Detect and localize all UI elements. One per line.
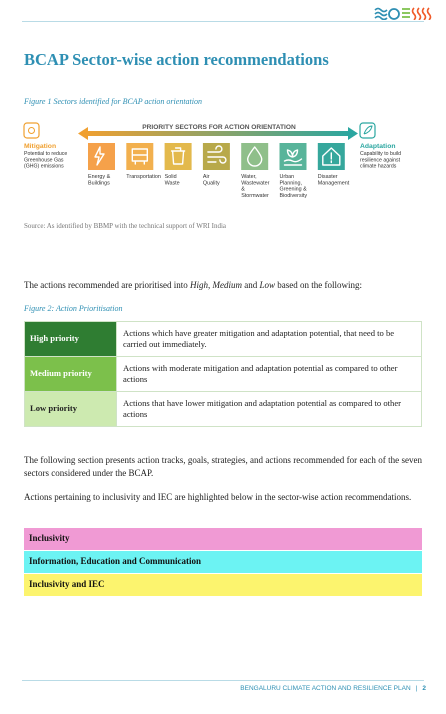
sector-label-line: Energy & — [88, 174, 111, 180]
logo — [374, 6, 432, 20]
sections-paragraph: The following section presents action tracks, goals, strategies, and actions recommended for each of the seven sectors considered under the BCAP. — [24, 455, 422, 478]
mitigation-desc-line: (GHG) emissions — [24, 163, 64, 170]
highlight-inclusivity-iec: Inclusivity and IEC — [24, 574, 422, 596]
sector-label-line: Management — [317, 180, 350, 187]
adaptation-title: Adaptation — [360, 143, 396, 150]
sector-label-line: & — [241, 186, 245, 193]
sector-tile — [241, 143, 269, 199]
sector-label-line: Solid — [164, 174, 177, 180]
highlights-paragraph: Actions pertaining to inclusivity and IEC are highlighted below in the sector-wise action recommendations. — [24, 492, 412, 502]
footer-divider — [22, 680, 424, 681]
sector-label-line: Greening & — [279, 186, 307, 193]
adaptation-desc-line: resilience against — [360, 157, 401, 164]
header-divider — [22, 21, 424, 22]
sector-tile — [318, 143, 350, 186]
high-priority-label: High priority — [25, 322, 117, 357]
table-row-medium — [25, 357, 422, 392]
figure1-caption: Figure 1 Sectors identified for BCAP action orientation — [24, 97, 202, 106]
mitigation-desc-line: Potential to reduce — [24, 151, 68, 157]
adaptation-block — [360, 123, 401, 170]
mitigation-desc-line: Greenhouse Gas — [24, 157, 64, 164]
mitigation-title: Mitigation — [24, 143, 57, 150]
sector-tile-bg — [165, 143, 192, 170]
high-priority-desc: Actions which have greater mitigation and adaptation potential, that need to be carried out immediately. — [117, 322, 422, 357]
arrow-right-head — [348, 127, 358, 140]
footer-separator: | — [415, 685, 418, 692]
adaptation-desc-line: Capability to build — [360, 151, 401, 157]
banner-label: PRIORITY SECTORS FOR ACTION ORIENTATION — [142, 124, 296, 131]
sector-label-line: Transportation — [126, 174, 161, 180]
intro-paragraph: The actions recommended are prioritised into High, Medium and Low based on the following: — [24, 280, 362, 290]
sector-label-line: Quality — [202, 180, 220, 187]
mitigation-block — [24, 123, 67, 170]
arrow-left-head — [78, 127, 88, 140]
sector-tile — [126, 143, 161, 180]
sector-label-line: Air — [202, 174, 210, 180]
low-priority-desc: Actions that have lower mitigation and adaptation potential as compared to other actions — [117, 392, 422, 427]
sector-label-line: Buildings — [88, 180, 110, 187]
adaptation-desc-line: climate hazards — [360, 163, 397, 170]
highlight-inclusivity: Inclusivity — [24, 528, 422, 550]
sector-label-line: Disaster — [317, 174, 338, 180]
page-title: BCAP Sector-wise action recommendations — [24, 50, 329, 69]
sector-label-line: Wastewater — [241, 180, 270, 187]
highlight-iec: Information, Education and Communication — [24, 551, 422, 573]
sector-tile — [203, 143, 230, 186]
bcap-logo-icon — [374, 6, 432, 20]
mitigation-icon — [24, 123, 39, 138]
table-row-low — [25, 392, 422, 427]
figure2-caption: Figure 2: Action Prioritisation — [24, 304, 123, 313]
page-number: 2 — [422, 685, 426, 692]
prioritisation-table — [24, 321, 422, 427]
adaptation-icon — [360, 123, 375, 138]
sector-tile-bg — [126, 143, 153, 170]
footer-title: BENGALURU CLIMATE ACTION AND RESILIENCE PLAN — [240, 685, 411, 692]
sector-tile — [280, 143, 308, 199]
priority-arrow-bar — [84, 131, 352, 136]
sector-label-line: Waste — [164, 180, 180, 187]
sector-tile-bg — [88, 143, 115, 170]
medium-priority-label: Medium priority — [25, 357, 117, 392]
sector-tile — [165, 143, 192, 186]
low-priority-label: Low priority — [25, 392, 117, 427]
sector-label-line: Biodiversity — [279, 192, 308, 199]
table-row-high — [25, 322, 422, 357]
sector-tile — [88, 143, 115, 186]
sector-label-line: Water, — [241, 174, 257, 180]
medium-priority-desc: Actions with moderate mitigation and adaptation potential as compared to other actions — [117, 357, 422, 392]
figure1-source: Source: As identified by BBMP with the technical support of WRI India — [24, 222, 226, 230]
footer — [240, 685, 426, 692]
sector-label-line: Urban — [279, 174, 295, 180]
sector-label-line: Stormwater — [241, 192, 269, 199]
sectors-infographic — [22, 118, 427, 218]
sector-label-line: Planning, — [279, 180, 302, 187]
